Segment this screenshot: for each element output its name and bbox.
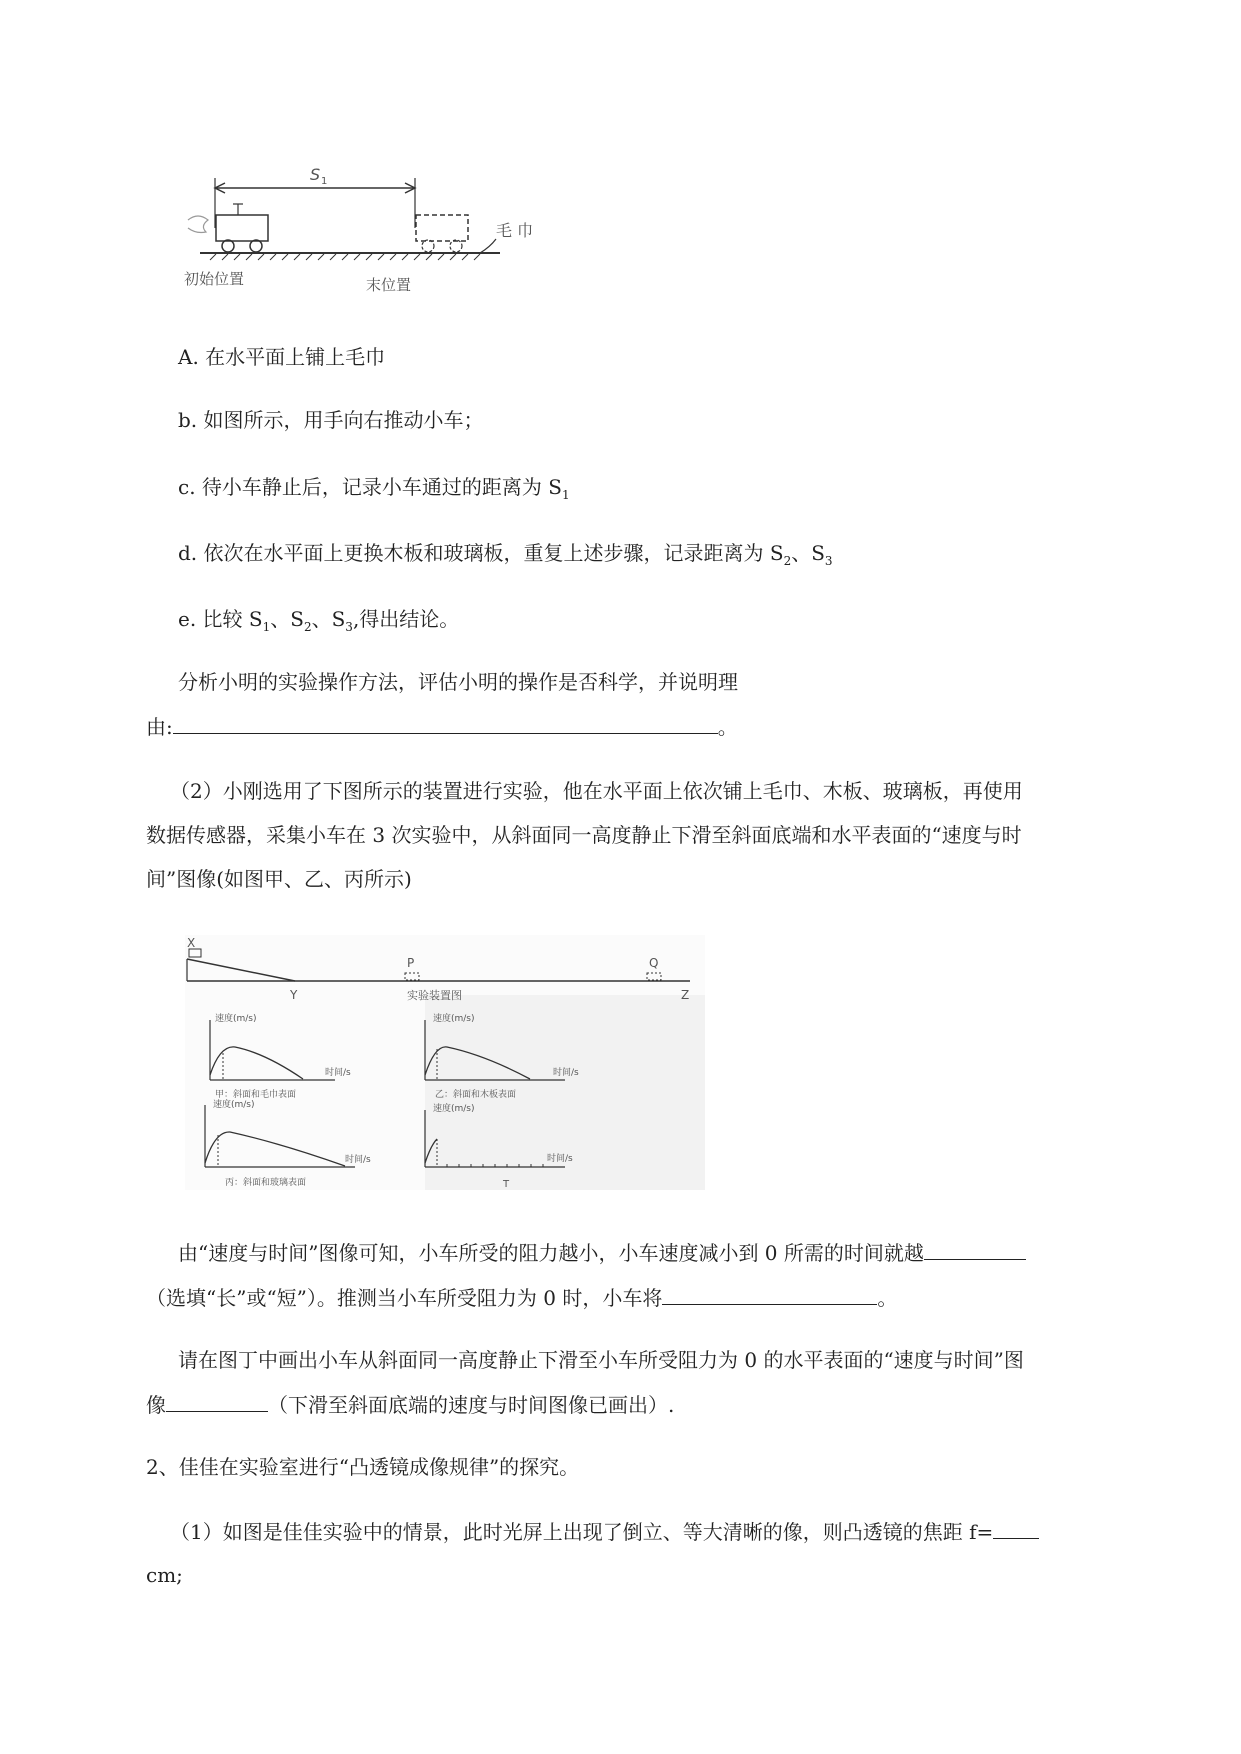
graph-blank[interactable] [166, 1389, 268, 1412]
label-p: P [407, 956, 415, 970]
label-x: X [187, 936, 196, 950]
step-c-text: c. 待小车静止后，记录小车通过的距离为 S [178, 475, 562, 499]
q2-title: 2、佳佳在实验室进行“凸透镜成像规律”的探究。 [146, 1455, 580, 1479]
label-z: Z [681, 988, 690, 1002]
step-e [178, 604, 459, 642]
analysis-line1: 分析小明的实验操作方法，评估小明的操作是否科学，并说明理 [178, 670, 738, 694]
fill-line1-text: 由“速度与时间”图像可知，小车所受的阻力越小，小车速度减小到 0 所需的时间就越 [178, 1241, 924, 1265]
label-q: Q [649, 956, 659, 970]
graph-b-caption: 乙：斜面和木板表面 [435, 1090, 517, 1100]
setup-caption: 实验装置图 [407, 989, 462, 1002]
time-length-blank[interactable] [924, 1237, 1026, 1260]
step-e-sub3: 3 [345, 620, 353, 634]
graph-d-caption: T [503, 1179, 510, 1190]
q2-line1-text: （1）如图是佳佳实验中的情景，此时光屏上出现了倒立、等大清晰的像，则凸透镜的焦距 f= [170, 1520, 994, 1544]
cart-figure [180, 160, 560, 300]
part2-line2: 数据传感器，采集小车在 3 次实验中，从斜面同一高度静止下滑至斜面底端和水平表面的“速度与时 [146, 823, 1022, 847]
focal-length-blank[interactable] [993, 1516, 1039, 1539]
graph-c-caption: 丙：斜面和玻璃表面 [225, 1178, 307, 1188]
step-d-text: d. 依次在水平面上更换木板和玻璃板，重复上述步骤，记录距离为 S [178, 541, 784, 565]
graph-a-ylabel: 速度(m/s) [215, 1014, 257, 1024]
step-c-sub: 1 [561, 488, 570, 502]
fill-line2-text: （选填“长”或“短”）。推测当小车所受阻力为 0 时，小车将 [146, 1286, 663, 1310]
fill-line2 [146, 1282, 897, 1313]
step-a: A. 在水平面上铺上毛巾 [178, 345, 386, 369]
graph-c-ylabel: 速度(m/s) [213, 1100, 255, 1110]
q2-line2: cm; [146, 1563, 183, 1587]
step-e-sub2: 2 [303, 620, 312, 634]
end-position-label: 末位置 [366, 276, 412, 294]
graph-a-xlabel: 时间/s [325, 1068, 351, 1078]
step-d-sub2: 2 [783, 554, 792, 568]
analysis-line2 [146, 711, 738, 742]
label-y: Y [290, 988, 298, 1002]
step-e-sep1: 、S [270, 607, 304, 631]
q2-line1 [170, 1516, 1039, 1547]
graph-c-xlabel: 时间/s [345, 1155, 371, 1165]
step-d-mid: 、S [791, 541, 825, 565]
reason-blank[interactable] [173, 711, 718, 734]
analysis-prefix: 由: [146, 715, 173, 739]
step-d [178, 538, 833, 576]
graph-b-ylabel: 速度(m/s) [433, 1014, 475, 1024]
step-e-sep2: 、S [311, 607, 346, 631]
draw-line2-prefix: 像 [146, 1393, 166, 1417]
graph-d-ylabel: 速度(m/s) [433, 1104, 475, 1114]
graph-a-caption: 甲：斜面和毛巾表面 [215, 1090, 297, 1100]
draw-line1: 请在图丁中画出小车从斜面同一高度静止下滑至小车所受阻力为 0 的水平表面的“速度与时间”图 [178, 1348, 1024, 1372]
step-e-sub1: 1 [262, 620, 271, 634]
step-d-sub3: 3 [824, 554, 833, 568]
experiment-setup-figure [185, 935, 705, 1190]
s1-label: S [310, 165, 321, 184]
motion-blank[interactable] [662, 1282, 877, 1305]
towel-label: 毛 巾 [496, 221, 534, 240]
step-e-post: ,得出结论。 [352, 607, 460, 631]
step-e-text: e. 比较 S [178, 607, 263, 631]
draw-line2 [146, 1389, 674, 1420]
s1-sub: 1 [321, 176, 328, 187]
part2-line1: （2）小刚选用了下图所示的装置进行实验，他在水平面上依次铺上毛巾、木板、玻璃板，再使用 [170, 779, 1023, 803]
analysis-suffix: 。 [717, 715, 738, 739]
step-b: b. 如图所示，用手向右推动小车； [178, 408, 484, 432]
fill-line1 [178, 1237, 1026, 1268]
graph-d-xlabel: 时间/s [547, 1154, 573, 1164]
graph-b-xlabel: 时间/s [553, 1068, 579, 1078]
step-c [178, 472, 570, 510]
start-position-label: 初始位置 [184, 270, 245, 288]
part2-line3: 间”图像(如图甲、乙、丙所示) [146, 867, 412, 891]
draw-line2-suffix: （下滑至斜面底端的速度与时间图像已画出）. [268, 1393, 675, 1417]
fill-line2-suffix: 。 [877, 1286, 898, 1310]
